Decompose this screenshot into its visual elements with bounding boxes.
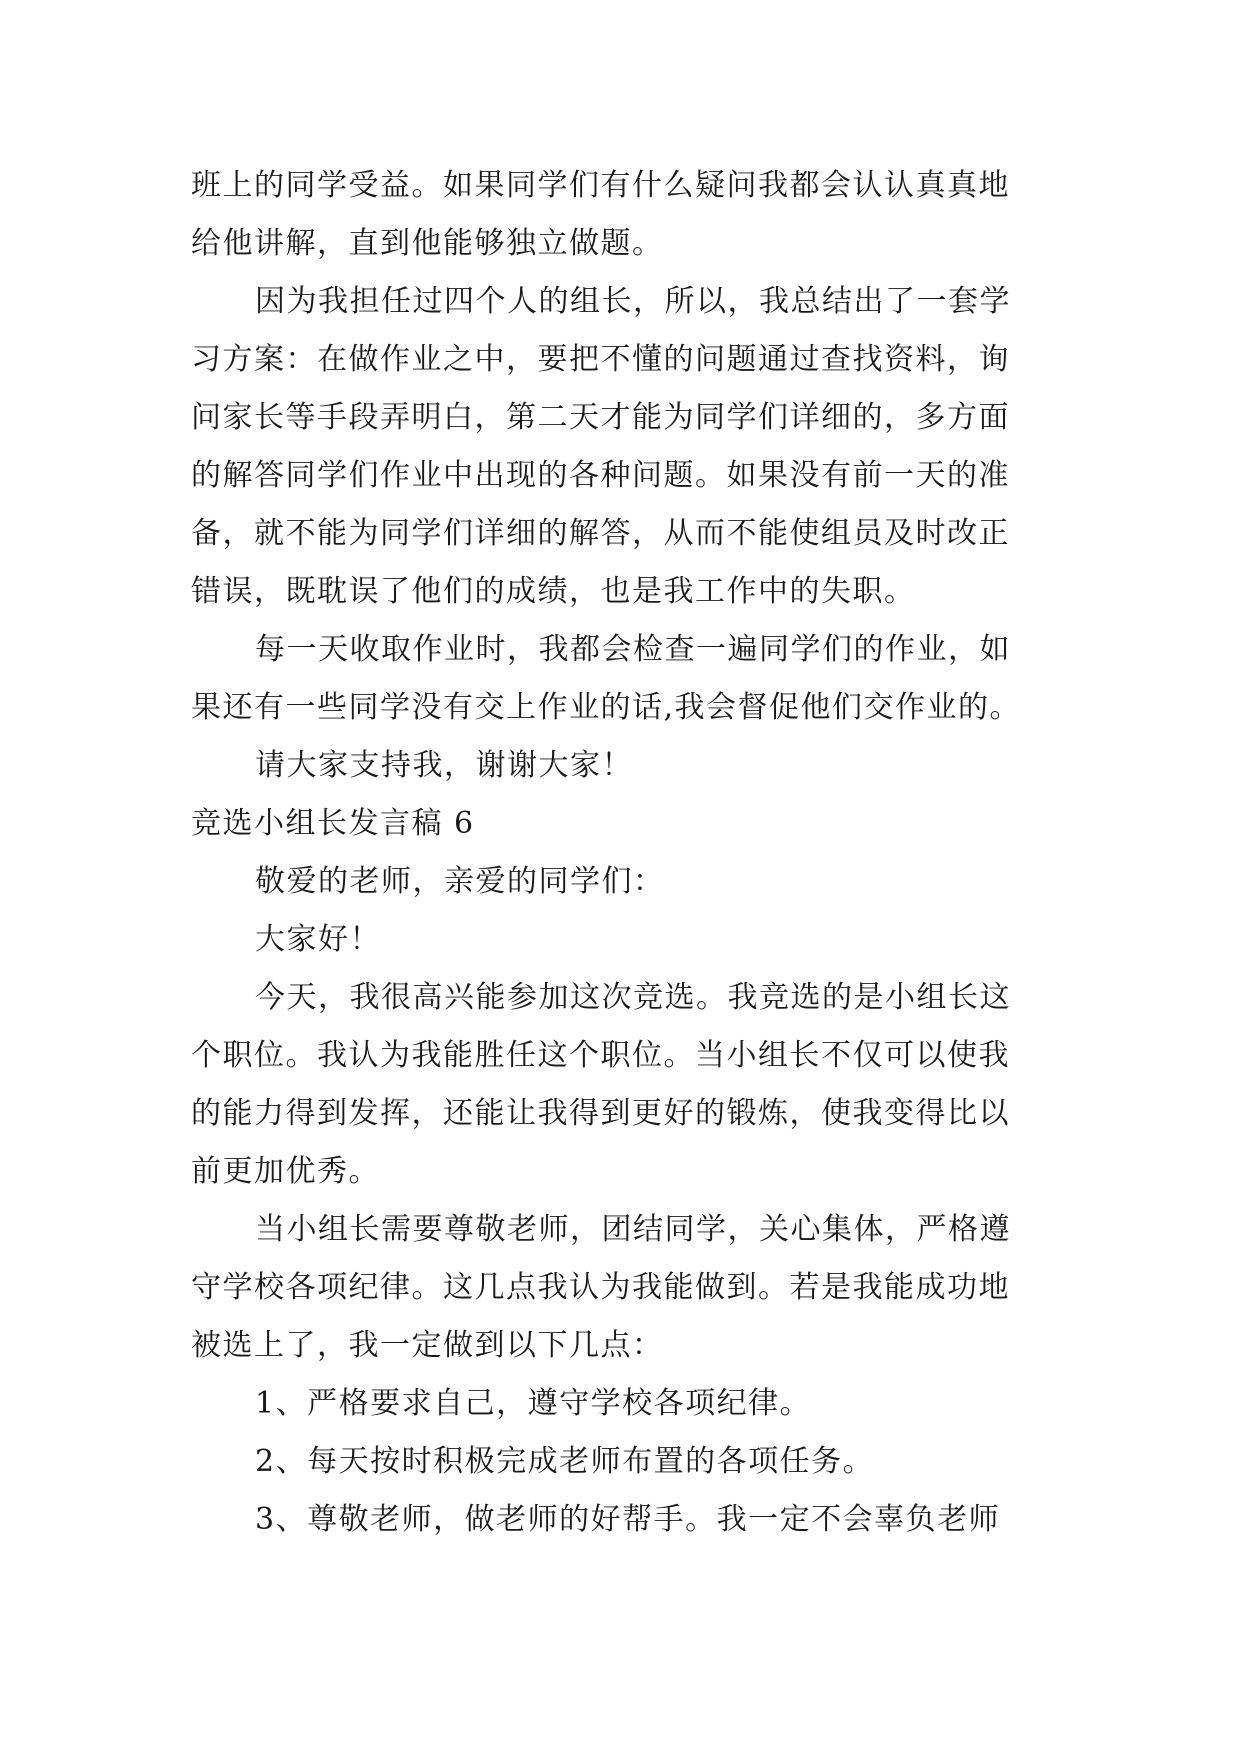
text-line: 今天，我很高兴能参加这次竞选。我竞选的是小组长这: [255, 980, 1011, 1015]
text-line: 3、尊敬老师，做老师的好帮手。我一定不会辜负老师: [255, 1502, 1001, 1537]
text-line: 果还有一些同学没有交上作业的话,我会督促他们交作业的。: [191, 690, 1022, 725]
text-line: 前更加优秀。: [191, 1154, 380, 1189]
text-line: 的解答同学们作业中出现的各种问题。如果没有前一天的准: [191, 458, 1010, 493]
text-line: 的能力得到发挥，还能让我得到更好的锻炼，使我变得比以: [191, 1096, 1010, 1131]
text-line: 守学校各项纪律。这几点我认为我能做到。若是我能成功地: [191, 1270, 1010, 1305]
text-line: 错误，既耽误了他们的成绩，也是我工作中的失职。: [191, 574, 916, 609]
text-line: 2、每天按时积极完成老师布置的各项任务。: [255, 1444, 875, 1479]
text-line: 被选上了，我一定做到以下几点：: [191, 1328, 664, 1363]
text-line: 1、严格要求自己，遵守学校各项纪律。: [255, 1386, 812, 1421]
text-line: 备，就不能为同学们详细的解答，从而不能使组员及时改正: [191, 516, 1010, 551]
text-line: 习方案：在做作业之中，要把不懂的问题通过查找资料，询: [191, 342, 1010, 377]
text-line: 每一天收取作业时，我都会检查一遍同学们的作业，如: [255, 632, 1011, 667]
text-line: 敬爱的老师，亲爱的同学们：: [255, 864, 665, 899]
text-line: 因为我担任过四个人的组长，所以，我总结出了一套学: [255, 284, 1011, 319]
text-line: 给他讲解，直到他能够独立做题。: [191, 226, 664, 261]
text-line: 个职位。我认为我能胜任这个职位。当小组长不仅可以使我: [191, 1038, 1010, 1073]
text-line: 当小组长需要尊敬老师，团结同学，关心集体，严格遵: [255, 1212, 1011, 1247]
text-line: 竞选小组长发言稿 6: [191, 806, 475, 841]
text-line: 大家好！: [255, 922, 381, 957]
text-line: 请大家支持我，谢谢大家！: [255, 748, 633, 783]
text-line: 班上的同学受益。如果同学们有什么疑问我都会认认真真地: [191, 168, 1010, 203]
document-body: [191, 157, 1051, 1549]
text-line: 问家长等手段弄明白，第二天才能为同学们详细的，多方面: [191, 400, 1010, 435]
